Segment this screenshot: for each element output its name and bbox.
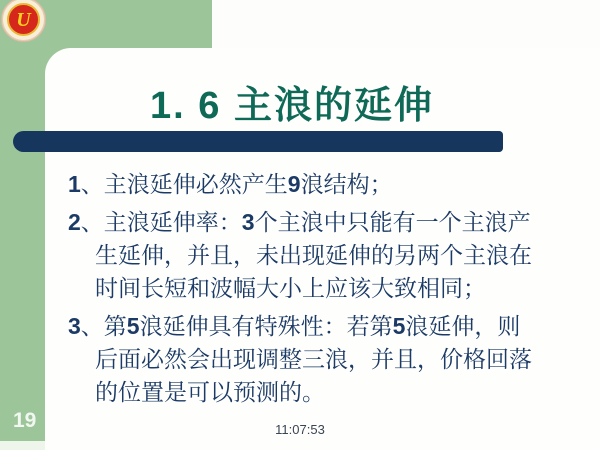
bullet-item: 1、主浪延伸必然产生9浪结构； bbox=[68, 171, 393, 197]
emblem-glyph: U bbox=[16, 9, 31, 31]
title-underline-bar bbox=[13, 131, 503, 152]
bullet-item: 3、第5浪延伸具有特殊性：若第5浪延伸，则后面必然会出现调整三浪，并且，价格回落的位置是可以预测的。 bbox=[68, 313, 532, 405]
page-number: 19 bbox=[13, 409, 37, 432]
slide-timestamp: 11:07:53 bbox=[275, 422, 325, 437]
bullet-item: 2、主浪延伸率：3个主浪中只能有一个主浪产生延伸，并且，未出现延伸的另两个主浪在时间长短和波幅大小上应该大致相同； bbox=[68, 209, 532, 301]
emblem-inner-disc bbox=[7, 3, 40, 36]
slide-title: 1. 6 主浪的延伸 bbox=[150, 85, 434, 127]
bullet-list bbox=[68, 168, 538, 409]
